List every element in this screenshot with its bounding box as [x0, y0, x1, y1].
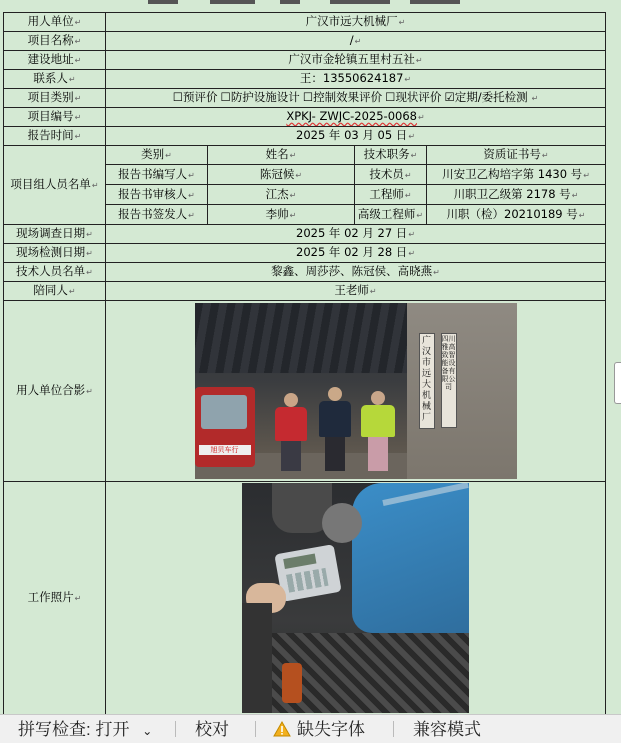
team-header-title: 技术职务↵	[355, 146, 427, 165]
team-header-name: 姓名↵	[208, 146, 355, 165]
row-group-photo	[4, 301, 606, 482]
project-type-label: 定期/委托检测	[454, 90, 528, 104]
team-cell[interactable]: 高级工程师↵	[355, 205, 427, 225]
project-type-option[interactable]	[385, 90, 441, 104]
value-escort[interactable]: 王老师↵	[106, 282, 606, 301]
person-2	[319, 387, 351, 473]
team-header-category: 类别↵	[106, 146, 208, 165]
row-employer	[4, 13, 606, 32]
row-project-number	[4, 108, 606, 127]
row-tech-staff	[4, 263, 606, 282]
team-cell[interactable]: 江杰↵	[208, 185, 355, 205]
team-cell[interactable]: 报告书编写人↵	[106, 165, 208, 185]
team-cell[interactable]: 技术员↵	[355, 165, 427, 185]
row-contact	[4, 70, 606, 89]
work-photo[interactable]	[242, 483, 469, 713]
project-type-label: 现状评价	[395, 90, 442, 104]
label-project-name: 项目名称↵	[4, 32, 106, 51]
row-address	[4, 51, 606, 70]
value-project-name[interactable]: /↵	[106, 32, 606, 51]
team-cell[interactable]: 川职（检）20210189 号↵	[427, 205, 606, 225]
team-header-row	[4, 146, 606, 165]
row-project-name	[4, 32, 606, 51]
tricycle-label: 旭贝车行	[199, 445, 251, 455]
row-test-date	[4, 244, 606, 263]
unchecked-box-icon[interactable]: ☐	[172, 90, 183, 104]
separator	[393, 721, 394, 737]
unchecked-box-icon[interactable]: ☐	[220, 90, 231, 104]
project-type-option[interactable]	[303, 90, 382, 104]
separator	[255, 721, 256, 737]
value-tech-staff[interactable]: 黎鑫、周莎莎、陈冠侯、高晓燕↵	[106, 263, 606, 282]
unchecked-box-icon[interactable]: ☐	[302, 90, 314, 104]
project-type-label: 预评价	[183, 90, 218, 104]
label-work-photo: 工作照片↵	[4, 482, 106, 715]
project-type-option[interactable]	[444, 90, 527, 104]
label-survey-date: 现场调查日期↵	[4, 225, 106, 244]
warning-icon	[273, 721, 291, 737]
label-contact: 联系人↵	[4, 70, 106, 89]
team-header-cert: 资质证书号↵	[427, 146, 606, 165]
value-test-date[interactable]: 2025 年 02 月 28 日↵	[106, 244, 606, 263]
unchecked-box-icon[interactable]: ☐	[385, 90, 396, 104]
spellcheck-button[interactable]: 拼写检查: 打开 ⌄	[18, 720, 153, 739]
compat-mode-button[interactable]: 兼容模式	[413, 720, 481, 739]
row-report-date	[4, 127, 606, 146]
value-project-type: ☐预评价 ☐防护设施设计 ☐控制效果评价 ☐现状评价 ☑定期/委托检测 ↵	[106, 89, 606, 108]
proofread-button[interactable]: 校对	[195, 720, 229, 739]
row-project-type	[4, 89, 606, 108]
label-tech-staff: 技术人员名单↵	[4, 263, 106, 282]
project-type-label: 控制效果评价	[313, 90, 383, 104]
team-cell[interactable]: 报告书审核人↵	[106, 185, 208, 205]
label-test-date: 现场检测日期↵	[4, 244, 106, 263]
project-type-option[interactable]	[221, 90, 300, 104]
team-cell[interactable]: 川安卫乙构培字第 1430 号↵	[427, 165, 606, 185]
project-type-option[interactable]	[173, 90, 218, 104]
checked-box-icon[interactable]: ☑	[444, 90, 455, 104]
factory-sign: 广汉市远大机械厂	[419, 333, 435, 429]
value-employer[interactable]: 广汉市远大机械厂↵	[106, 13, 606, 32]
row-survey-date	[4, 225, 606, 244]
project-type-label: 防护设施设计	[230, 90, 300, 104]
label-escort: 陪同人↵	[4, 282, 106, 301]
value-address[interactable]: 广汉市金轮镇五里村五社↵	[106, 51, 606, 70]
person-1	[275, 393, 307, 473]
value-contact[interactable]: 王：13550624187↵	[106, 70, 606, 89]
label-team: 项目组人员名单↵	[4, 146, 106, 225]
value-survey-date[interactable]: 2025 年 02 月 27 日↵	[106, 225, 606, 244]
separator	[175, 721, 176, 737]
scroll-handle[interactable]	[614, 362, 621, 404]
cell-group-photo	[106, 301, 606, 482]
status-bar	[0, 714, 621, 743]
group-photo[interactable]	[195, 303, 517, 479]
cropped-heading	[0, 0, 621, 12]
info-table	[3, 12, 606, 715]
team-cell[interactable]: 陈冠候↵	[208, 165, 355, 185]
label-project-type: 项目类别↵	[4, 89, 106, 108]
label-address: 建设地址↵	[4, 51, 106, 70]
label-group-photo: 用人单位合影↵	[4, 301, 106, 482]
company-sign: 四川雅高致智能设备有限公司	[441, 333, 457, 428]
label-employer: 用人单位↵	[4, 13, 106, 32]
missing-font-button[interactable]: 缺失字体	[273, 720, 365, 740]
team-cell[interactable]: 李帅↵	[208, 205, 355, 225]
person-3	[361, 391, 395, 473]
row-escort	[4, 282, 606, 301]
chevron-down-icon: ⌄	[142, 724, 153, 738]
team-cell[interactable]: 川职卫乙级第 2178 号↵	[427, 185, 606, 205]
label-report-date: 报告时间↵	[4, 127, 106, 146]
team-cell[interactable]: 报告书签发人↵	[106, 205, 208, 225]
label-project-number: 项目编号↵	[4, 108, 106, 127]
row-work-photo	[4, 482, 606, 715]
value-report-date[interactable]: 2025 年 03 月 05 日↵	[106, 127, 606, 146]
cell-work-photo	[106, 482, 606, 715]
team-cell[interactable]: 工程师↵	[355, 185, 427, 205]
value-project-number[interactable]: XPKJ- ZWJC-2025-0068↵	[106, 108, 606, 127]
